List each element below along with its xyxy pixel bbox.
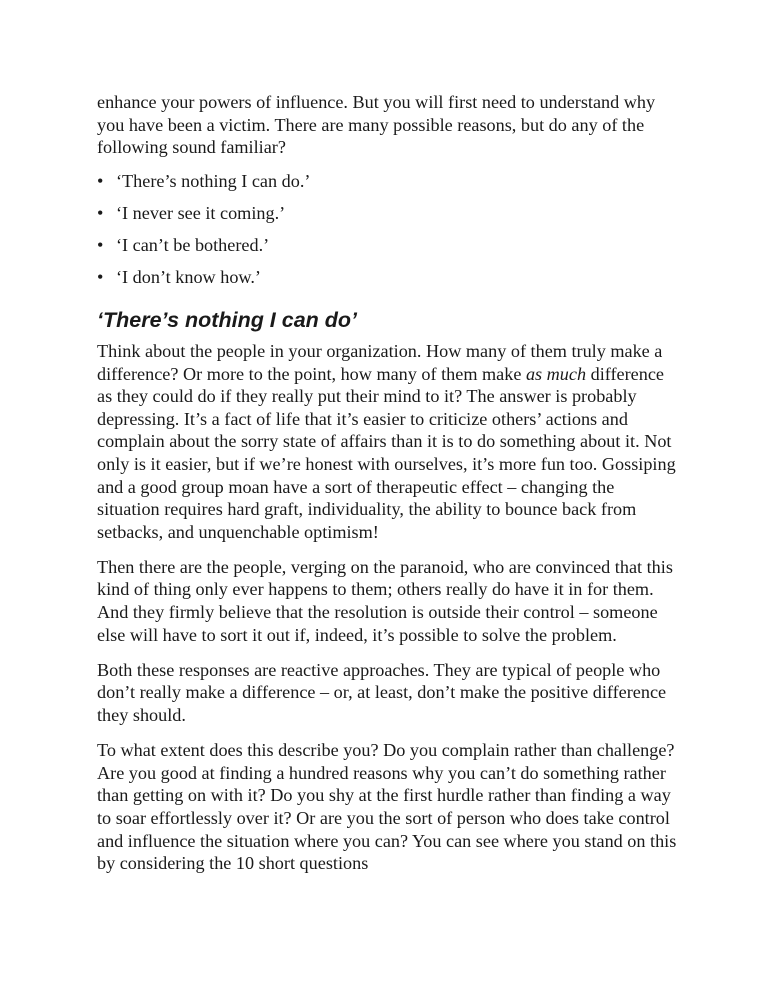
- intro-paragraph: enhance your powers of influence. But you will first need to understand why you have been a victim. There are many possible reasons, but do any of the following sound familiar?: [97, 92, 656, 158]
- bullet-icon: •: [97, 267, 104, 288]
- book-page: [97, 91, 677, 887]
- emphasis-text: as much: [525, 363, 587, 384]
- bullet-item: [97, 234, 677, 257]
- bullet-item: [97, 202, 677, 225]
- bullet-text: ‘I don’t know how.’: [116, 267, 261, 288]
- bullet-item: [97, 170, 677, 193]
- para1-text-end: difference as they could do if they really put their mind to it? The answer is probably depressing. It’s a fact of life that it’s easier to criticize others’ actions and complain about the sorry state of affairs than it is to do something about it. Not only is it easier, but if we’re honest with ourselves, it’s more fun too. Gossiping and a good group moan have a sort of therapeutic effect – changing the situation requires hard graft, individuality, the ability to bounce back from setbacks, and unquenchable optimism!: [97, 363, 676, 542]
- bullet-text: ‘I can’t be bothered.’: [116, 235, 270, 256]
- bullet-icon: •: [97, 170, 104, 191]
- body-paragraph-3: Both these responses are reactive approaches. They are typical of people who don’t really make a difference – or, at least, don’t make the positive difference they should.: [97, 659, 667, 726]
- bullet-text: ‘There’s nothing I can do.’: [116, 170, 311, 191]
- para1-text-start: Think about the people in your organization. How many of them truly make a difference? Or more to the point, how many of them make: [97, 340, 663, 384]
- body-paragraph-1: [97, 340, 677, 543]
- bullet-list: [97, 170, 677, 289]
- body-paragraph-2: Then there are the people, verging on the paranoid, who are convinced that this kind of thing only ever happens to them; others really do have it in for them. And they firmly believe that the resolution is outside their control – someone else will have to sort it out if, indeed, it’s possible to solve the problem.: [97, 556, 673, 645]
- section-heading: ‘There’s nothing I can do’: [97, 307, 358, 332]
- bullet-item: [97, 266, 677, 289]
- bullet-text: ‘I never see it coming.’: [116, 202, 286, 223]
- bullet-icon: •: [97, 202, 104, 223]
- body-paragraph-4: To what extent does this describe you? Do you complain rather than challenge? Are you good at finding a hundred reasons why you can’t do something rather than getting on with it? Do you shy at the first hurdle rather than finding a way to soar effortlessly over it? Or are you the sort of person who does take control and influence the situation where you can? You can see where you stand on this by considering the 10 short questions: [97, 740, 677, 874]
- bullet-icon: •: [97, 235, 104, 256]
